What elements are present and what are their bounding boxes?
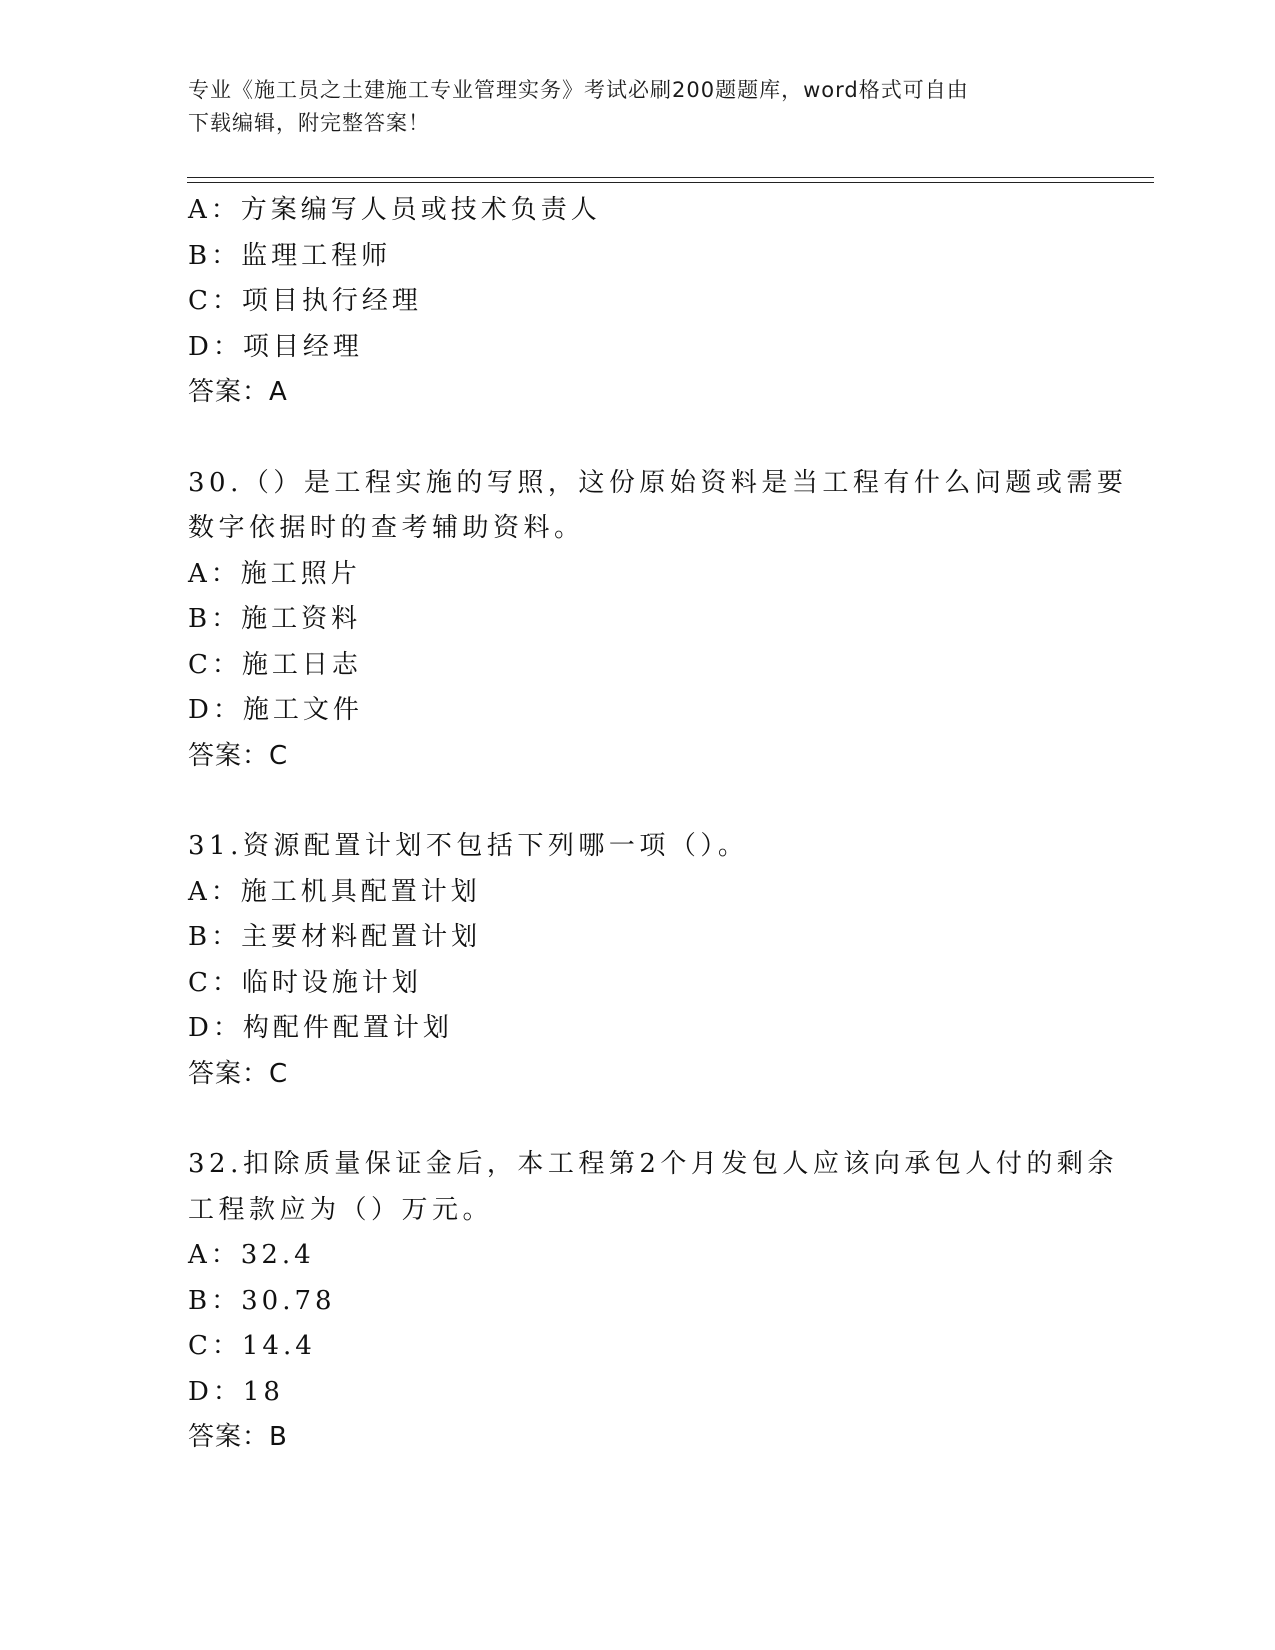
answer-label: 答案：B [188,1422,288,1452]
answer-label: 答案：C [188,740,289,771]
question-list [188,188,1128,1461]
option-c: C：14.4 [188,1331,316,1361]
question-32 [188,1142,1118,1461]
header-divider-top [187,177,1154,178]
question-stem-continued: 工程款应为（）万元。 [188,1194,494,1225]
option-d: D：18 [188,1376,284,1407]
question-30 [188,461,1128,780]
option-d: D：构配件配置计划 [188,1013,453,1043]
option-b: B：监理工程师 [188,240,392,271]
option-d: D：项目经理 [188,331,363,362]
spacer [188,779,1088,824]
answer-label: 答案：A [188,377,288,407]
spacer [188,1097,1088,1142]
header-divider-bottom [187,182,1154,183]
header-line-2: 下载编辑，附完整答案！ [188,111,430,135]
question-31 [188,824,1088,1097]
option-c: C：施工日志 [188,649,362,680]
option-a: A：施工机具配置计划 [188,876,481,907]
option-a: A：施工照片 [188,558,361,589]
document-header [188,74,1068,140]
question-stem: 30.（）是工程实施的写照，这份原始资料是当工程有什么问题或需要 [188,467,1128,498]
option-b: B：30.78 [188,1285,336,1316]
option-c: C：临时设施计划 [188,967,422,998]
option-a: A：32.4 [188,1240,315,1270]
header-line-1: 专业《施工员之土建施工专业管理实务》考试必刷200题题库，word格式可自由 [188,78,969,102]
option-b: B：主要材料配置计划 [188,922,482,952]
option-b: B：施工资料 [188,604,362,634]
question-29-tail [188,188,1088,416]
question-stem-continued: 数字依据时的查考辅助资料。 [188,513,585,543]
option-a: A：方案编写人员或技术负责人 [188,195,601,225]
option-c: C：项目执行经理 [188,286,422,316]
spacer [188,416,1088,461]
question-stem: 31.资源配置计划不包括下列哪一项（）。 [188,831,749,861]
answer-label: 答案：C [188,1058,289,1089]
question-stem: 32.扣除质量保证金后，本工程第2个月发包人应该向承包人付的剩余 [188,1149,1118,1179]
option-d: D：施工文件 [188,695,363,725]
